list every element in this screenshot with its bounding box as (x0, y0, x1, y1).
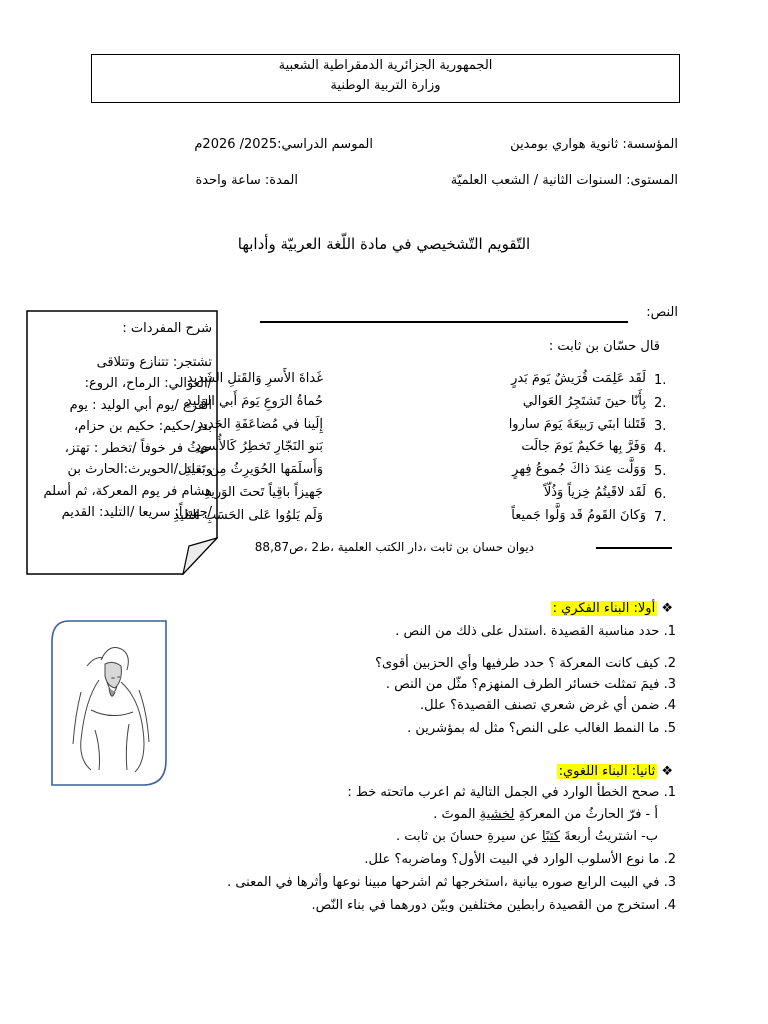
question-number: 1. (663, 785, 676, 800)
verse-number: 4. (654, 441, 667, 456)
verse-number: 5. (654, 464, 667, 479)
question-text: حدد مناسبة القصيدة .استدل على ذلك من النص . (395, 624, 660, 639)
vocab-line: حيثُ فر خوفاً /تخطر : تهتز، (64, 440, 212, 456)
vocab-line: /جهيزاً: سريعا /التليد: القديم (61, 505, 212, 520)
vocab-line: وتقاتل/الحويرث:الحارث بن (67, 462, 212, 477)
question-text: ضمن أي غرض شعري تصنف القصيدة؟ علل. (420, 698, 660, 713)
question-text: استخرج من القصيدة رابطين مختلفين وبيّن دورهما في بناء النّص. (311, 898, 660, 913)
verse-right: لَقَد لاقَيتُمُ خِزياً وَذُلّاً (543, 485, 646, 500)
section1-question (407, 721, 676, 736)
section1-heading (551, 601, 673, 616)
verse-right: وَكانَ القَومُ قَد وَلَّوا جَميعاً (511, 508, 646, 523)
diamond-bullet-icon: ❖ (661, 601, 673, 616)
institution: المؤسسة: ثانوية هواري بومدين (510, 137, 678, 152)
verse-left: جَهيزاً باقِياً تَحتَ الوَريدِ (204, 485, 323, 500)
section2-title: ثانيا: البناء اللغوي: (558, 764, 656, 779)
source-rule (596, 547, 672, 549)
vocab-box (26, 310, 218, 575)
sentence-a-end: الموتَ . (433, 807, 480, 822)
source-citation: ديوان حسان بن ثابت ،دار الكتب العلمية ،ط2 ،ص88,87 (254, 540, 534, 554)
question-number: 2. (663, 656, 676, 671)
question-number: 1. (663, 624, 676, 639)
question-text: صحح الخطأ الوارد في الجمل التالية ثم اعرب ماتحته خط : (347, 785, 660, 800)
verse-right: قَتَلنا ابنَي رَبيعَةَ يَومَ ساروا (508, 417, 646, 432)
verse-left: وَلَم يَلوُوا عَلى الحَسَبِ التَليدِ (173, 508, 323, 523)
vocab-line: هشام فر يوم المعركة، ثم أسلم (43, 483, 212, 499)
sentence-b-underlined: كتبًا (541, 829, 560, 844)
vocab-line: بدر/حكيم: حكيم بن حزام، (73, 419, 212, 434)
section2-question (227, 875, 676, 890)
section1-question (420, 698, 676, 713)
verse-left: بَنو النَجّارِ تَخطِرُ كَالأُسودِ (195, 439, 323, 454)
verse-right: بِأَنّا حينَ تَشتَجِرُ العَوالي (522, 394, 646, 409)
section2-question (311, 898, 676, 913)
sentence-a-underlined: لخشيةِ (479, 807, 515, 822)
question-number: 3. (663, 875, 676, 890)
verse-left: حُماةُ الرَوعِ يَومَ أَبي الوَليدِ (185, 394, 323, 409)
level: المستوى: السنوات الثانية / الشعب العلميّة (450, 173, 678, 188)
sentence-a-start: أ - فرّ الحارثُ من المعركةِ (514, 807, 658, 822)
vocab-heading: شرح المفردات : (122, 321, 212, 336)
verse-left: وَأَسلَمَها الحُوَيرِثُ مِن بَعيدِ (184, 462, 323, 477)
text-title-line (260, 321, 628, 323)
section1-question (386, 677, 676, 692)
question-number: 3. (663, 677, 676, 692)
sentence-b-start: ب- اشتريتُ أربعةَ (559, 829, 658, 844)
vocab-line: تشتجر: تتنازع وتتلاقى (96, 354, 212, 370)
verse-left: غَداةَ الأَسرِ وَالقَتلِ الشَديدِ (186, 371, 323, 386)
verse-number: 2. (654, 396, 667, 411)
verse-number: 7. (654, 510, 667, 525)
duration: المدة: ساعة واحدة (195, 173, 298, 188)
verse-right: لَقَد عَلِمَت قُرَيشٌ يَومَ بَدرٍ (511, 371, 646, 386)
vocab-line: /العوالي: الرماح، الروع: (84, 376, 212, 391)
section2-heading (557, 764, 673, 779)
diamond-bullet-icon: ❖ (661, 764, 673, 779)
text-label: النص: (646, 305, 678, 320)
poet-portrait (51, 620, 168, 786)
question-number: 4. (663, 698, 676, 713)
poet-intro: قال حسّان بن ثابت : (548, 339, 660, 354)
vocab-line: الفزع /يوم أبي الوليد : يوم (69, 397, 212, 413)
header-box (91, 54, 680, 103)
sentence-b-end: عن سيرةِ حسانَ بن ثابت . (395, 829, 542, 844)
exam-title: التّقويم التّشخيصي في مادة اللّغة العربيّة وأدابها (237, 235, 531, 253)
verse-right: وَوَلَّت عِندَ ذاكَ جُموعُ فِهرٍ (512, 462, 646, 477)
section1-question (375, 656, 676, 671)
section2-question (347, 785, 676, 800)
school-season: الموسم الدراسي:2025/ 2026م (194, 137, 373, 152)
question-number: 2. (663, 852, 676, 867)
question-number: 5. (663, 721, 676, 736)
republic-name: الجمهورية الجزائرية الدمقراطية الشعبية (278, 58, 493, 73)
verse-number: 1. (654, 373, 667, 388)
question-text: ما نوع الأسلوب الوارد في البيت الأول؟ وماضربه؟ علل. (364, 852, 660, 867)
question-text: ما النمط الغالب على النص؟ مثل له بمؤشرين . (407, 721, 660, 736)
sentence-b (396, 829, 658, 844)
verse-number: 3. (654, 419, 667, 434)
ministry-name: وزارة التربية الوطنية (330, 78, 441, 93)
section1-question (395, 624, 676, 639)
question-text: كيف كانت المعركة ؟ حدد طرفيها وأي الحزبين أقوى؟ (375, 656, 660, 671)
section1-title: أولا: البناء الفكري : (552, 601, 656, 616)
question-number: 4. (663, 898, 676, 913)
question-text: فيمَ تمثلت خسائر الطرف المنهزم؟ مثّل من النص . (385, 677, 660, 692)
verse-number: 6. (654, 487, 667, 502)
verse-left: إِلَينا في مُضاعَفَةِ الحَديدِ (197, 417, 323, 432)
question-text: في البيت الرابع صوره بيانية ،استخرجها ثم اشرحها مبينا نوعها وأثرها في المعنى . (227, 875, 660, 890)
section2-question (364, 852, 676, 867)
sentence-a (433, 807, 658, 822)
verse-right: وَفَرَّ بِها حَكيمٌ يَومَ جالَت (521, 439, 646, 454)
